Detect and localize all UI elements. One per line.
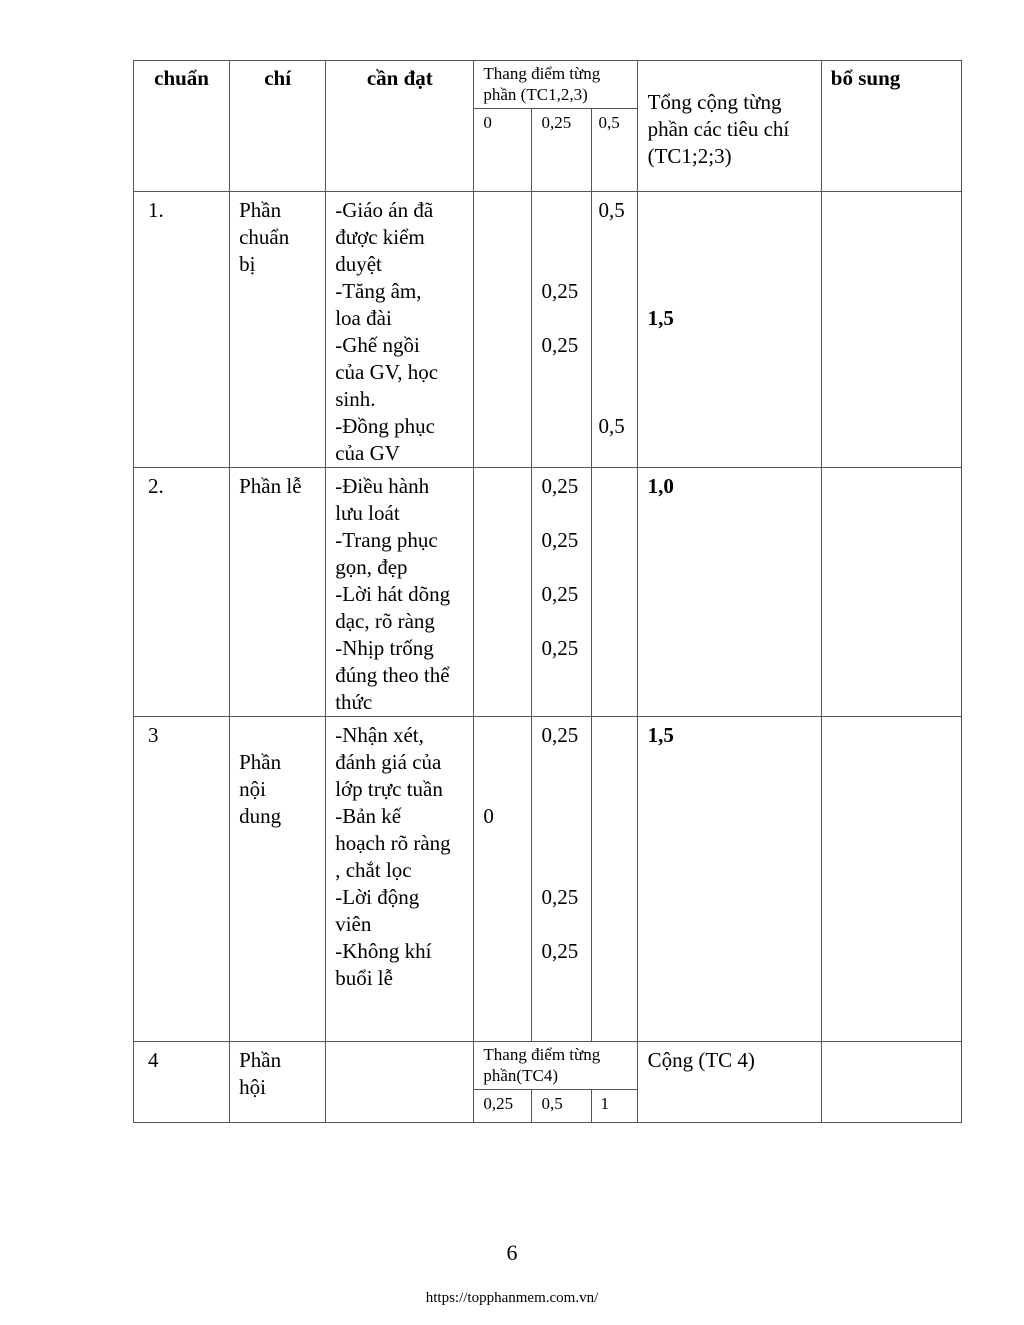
score-value: 0,25 (541, 885, 579, 909)
name-line: hội (239, 1075, 266, 1099)
row-total: 1,0 (637, 468, 821, 717)
req-line: buổi lễ (335, 966, 393, 990)
name-line: nội (239, 777, 266, 801)
score-value: 0,5 (598, 198, 625, 222)
score-value: 0,25 (541, 582, 579, 606)
total-value: 1,5 (647, 306, 674, 330)
notes-cell (821, 717, 961, 1042)
name-line: Phần (239, 750, 282, 774)
req-line: -Đồng phục (335, 414, 435, 438)
req-line: -Bản kế (335, 804, 402, 828)
requirements (326, 192, 474, 468)
scale-title-line: Thang điểm từng (483, 1045, 601, 1064)
scale-title-line: phần(TC4) (483, 1066, 558, 1085)
tc4-scale-c: 1 (591, 1090, 637, 1123)
row-total (637, 192, 821, 468)
score-value: 0,25 (541, 723, 579, 747)
criterion-name: Phần lễ (230, 468, 326, 717)
notes-cell (821, 192, 961, 468)
req-line: sinh. (335, 387, 376, 411)
score-025-cell (532, 468, 591, 717)
req-line: -Nhận xét, (335, 723, 424, 747)
score-025-cell (532, 717, 591, 1042)
score-value: 0,25 (541, 333, 579, 357)
score-value: 0,25 (541, 474, 579, 498)
table-row (134, 192, 962, 468)
total-header-line: (TC1;2;3) (647, 144, 732, 168)
score-05-cell (591, 468, 637, 717)
row-number: 1. (134, 192, 230, 468)
scale-title-line: Thang điểm từng (483, 64, 601, 83)
tc4-scale-title (474, 1042, 637, 1090)
req-line: -Giáo án đã (335, 198, 434, 222)
name-line: bị (239, 252, 256, 276)
table-row (134, 468, 962, 717)
req-line: viên (335, 912, 372, 936)
req-line: lớp trực tuần (335, 777, 443, 801)
scale-title-line: phần (TC1,2,3) (483, 85, 588, 104)
req-line: thức (335, 690, 373, 714)
header-total (637, 61, 821, 192)
score-value: 0,25 (541, 939, 579, 963)
req-line: lưu loát (335, 501, 400, 525)
requirements (326, 1042, 474, 1123)
page-number: 6 (506, 1240, 518, 1265)
score-0-cell (474, 717, 532, 1042)
req-line: -Điều hành (335, 474, 430, 498)
req-line: , chắt lọc (335, 858, 412, 882)
req-line: được kiểm (335, 225, 425, 249)
total-header-line: Tổng cộng từng (647, 90, 782, 114)
criterion-name (230, 717, 326, 1042)
req-line: dạc, rõ ràng (335, 609, 435, 633)
criterion-name (230, 1042, 326, 1123)
header-scale-title (474, 61, 637, 109)
row-total: 1,5 (637, 717, 821, 1042)
req-line: đúng theo thể (335, 663, 450, 687)
footer-url: https://topphanmem.com.vn/ (425, 1290, 599, 1306)
total-header-line: phần các tiêu chí (647, 117, 790, 141)
score-value: 0,25 (541, 528, 579, 552)
header-col-requirement: cần đạt (326, 61, 474, 192)
table-row (134, 1042, 962, 1090)
score-0-cell (474, 192, 532, 468)
score-value: 0 (483, 804, 494, 828)
score-value: 0,25 (541, 279, 579, 303)
requirements (326, 468, 474, 717)
tc4-scale-a: 0,25 (474, 1090, 532, 1123)
req-line: đánh giá của (335, 750, 442, 774)
header-col-standard: chuẩn (134, 61, 230, 192)
req-line: -Không khí (335, 939, 432, 963)
score-0-cell (474, 468, 532, 717)
req-line: -Lời hát dõng (335, 582, 451, 606)
notes-cell (821, 468, 961, 717)
req-line: của GV (335, 441, 400, 465)
name-line: Phần (239, 198, 282, 222)
score-025-cell (532, 192, 591, 468)
score-value: 0,5 (598, 414, 625, 438)
requirements (326, 717, 474, 1042)
row-number: 4 (134, 1042, 230, 1123)
tc4-scale-b: 0,5 (532, 1090, 591, 1123)
name-line: Phần (239, 1048, 282, 1072)
notes-cell (821, 1042, 961, 1123)
req-line: -Lời động (335, 885, 420, 909)
req-line: -Trang phục (335, 528, 438, 552)
row-number: 3 (134, 717, 230, 1042)
criterion-name (230, 192, 326, 468)
score-05-cell (591, 192, 637, 468)
req-line: của GV, học (335, 360, 439, 384)
req-line: -Tăng âm, (335, 279, 422, 303)
scale-025: 0,25 (532, 109, 591, 192)
scale-05: 0,5 (591, 109, 637, 192)
req-line: duyệt (335, 252, 382, 276)
scale-0: 0 (474, 109, 532, 192)
req-line: hoạch rõ ràng (335, 831, 451, 855)
req-line: gọn, đẹp (335, 555, 408, 579)
name-line: chuẩn (239, 225, 290, 249)
name-line: dung (239, 804, 282, 828)
header-col-criterion: chí (230, 61, 326, 192)
score-05-cell (591, 717, 637, 1042)
table-row (134, 717, 962, 1042)
req-line: loa đài (335, 306, 392, 330)
criteria-table (133, 60, 962, 1123)
header-col-notes: bổ sung (821, 61, 961, 192)
row-number: 2. (134, 468, 230, 717)
req-line: -Ghế ngồi (335, 333, 420, 357)
row-total: Cộng (TC 4) (637, 1042, 821, 1123)
score-value: 0,25 (541, 636, 579, 660)
req-line: -Nhịp trống (335, 636, 434, 660)
